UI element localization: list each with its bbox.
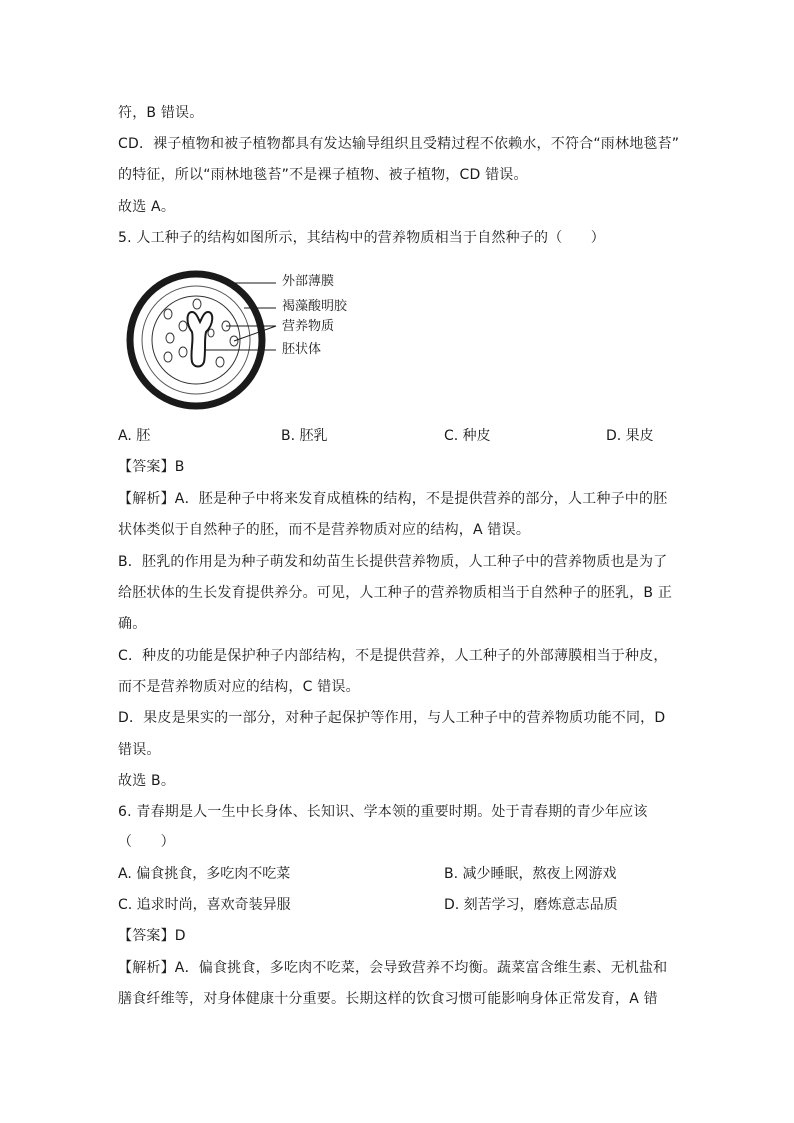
q5-option-d: D. 果皮 bbox=[606, 428, 654, 444]
text-line: 符，B 错误。 bbox=[118, 105, 204, 121]
text-line: 的特征，所以“雨林地毯苔”不是裸子植物、被子植物，CD 错误。 bbox=[118, 167, 528, 183]
q6-option-d: D. 刻苦学习，磨炼意志品质 bbox=[444, 897, 618, 913]
label-alginate: 褐藻酸明胶 bbox=[282, 299, 348, 314]
q5-option-c: C. 种皮 bbox=[444, 428, 491, 444]
q5-option-a: A. 胚 bbox=[118, 428, 151, 444]
q5-explain: 状体类似于自然种子的胚，而不是营养物质对应的结构，A 错误。 bbox=[118, 522, 531, 538]
q6-explain: 膳食纤维等，对身体健康十分重要。长期这样的饮食习惯可能影响身体正常发育，A 错 bbox=[118, 991, 658, 1007]
q6-answer: 【答案】D bbox=[118, 928, 186, 944]
q5-explain: 错误。 bbox=[118, 742, 161, 758]
artificial-seed-diagram bbox=[126, 268, 386, 413]
label-embryoid: 胚状体 bbox=[282, 342, 322, 357]
q6-option-b: B. 减少睡眠，熬夜上网游戏 bbox=[444, 866, 617, 882]
q5-explain: 给胚状体的生长发育提供养分。可见，人工种子的营养物质相当于自然种子的胚乳，B 正 bbox=[118, 585, 673, 601]
q6-option-c: C. 追求时尚，喜欢奇装异服 bbox=[118, 897, 291, 913]
q6-option-a: A. 偏食挑食，多吃肉不吃菜 bbox=[118, 866, 291, 882]
label-outer-membrane: 外部薄膜 bbox=[282, 274, 335, 289]
q5-answer: 【答案】B bbox=[118, 459, 185, 475]
q5-explain: C．种皮的功能是保护种子内部结构，不是提供营养，人工种子的外部薄膜相当于种皮， bbox=[118, 648, 668, 664]
q5-explain: D．果皮是果实的一部分，对种子起保护等作用，与人工种子中的营养物质功能不同，D bbox=[118, 710, 666, 726]
question-6-stem-cont: （ ） bbox=[118, 834, 175, 850]
question-5-stem: 5. 人工种子的结构如图所示，其结构中的营养物质相当于自然种子的（ ） bbox=[118, 230, 606, 246]
question-6-stem: 6. 青春期是人一生中长身体、长知识、学本领的重要时期。处于青春期的青少年应该 bbox=[118, 804, 648, 820]
label-nutrients: 营养物质 bbox=[282, 319, 335, 334]
text-line: 故选 A。 bbox=[118, 199, 176, 215]
q5-option-b: B. 胚乳 bbox=[281, 428, 328, 444]
q5-explain: 而不是营养物质对应的结构，C 错误。 bbox=[118, 679, 360, 695]
artificial-seed-figure bbox=[126, 268, 386, 413]
q5-explain: 故选 B。 bbox=[118, 773, 176, 789]
text-line: CD．裸子植物和被子植物都具有发达输导组织且受精过程不依赖水，不符合“雨林地毯苔” bbox=[118, 136, 680, 152]
q5-explain: 【解析】A．胚是种子中将来发育成植株的结构，不是提供营养的部分，人工种子中的胚 bbox=[118, 491, 668, 507]
q5-explain: 确。 bbox=[118, 616, 147, 632]
q6-explain: 【解析】A．偏食挑食，多吃肉不吃菜，会导致营养不均衡。蔬菜富含维生素、无机盐和 bbox=[118, 960, 668, 976]
q5-explain: B．胚乳的作用是为种子萌发和幼苗生长提供营养物质，人工种子中的营养物质也是为了 bbox=[118, 554, 668, 570]
